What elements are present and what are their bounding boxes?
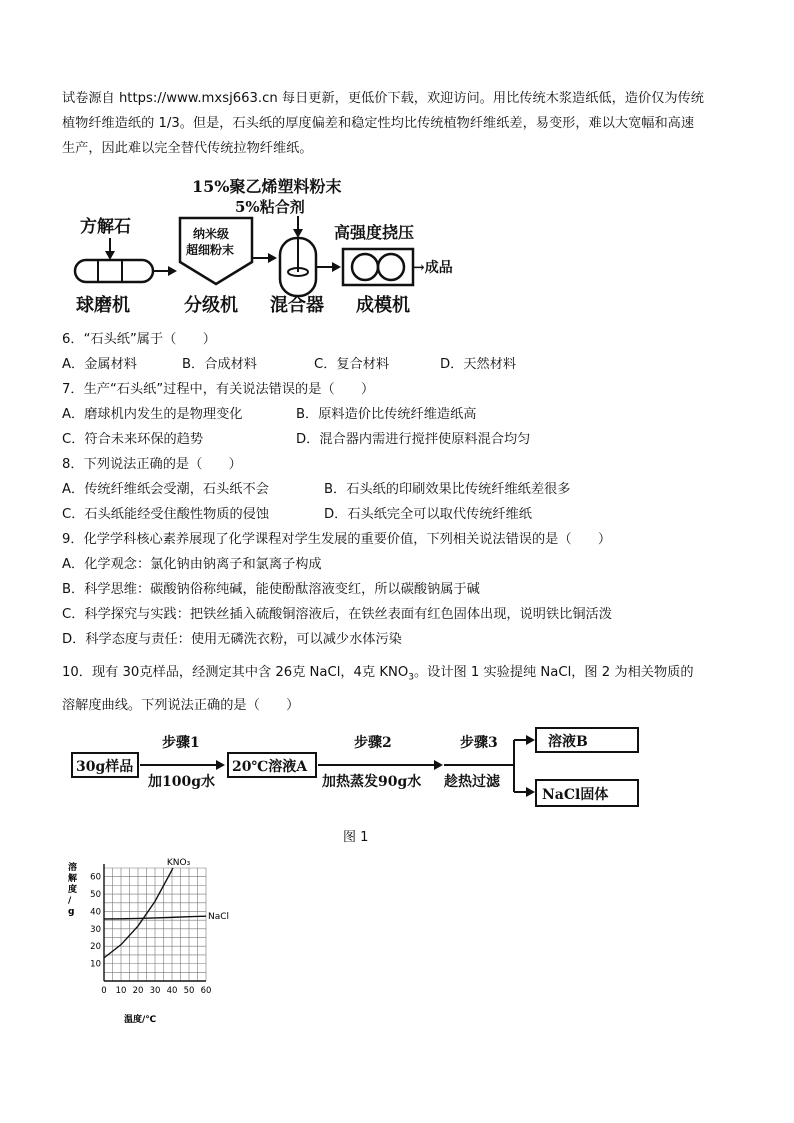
step1-action: 加100g水 [148,774,216,790]
question-7-options-cd [62,431,530,449]
ylabel-char: g [68,907,75,917]
ylabel-char: 解 [68,874,78,884]
powder-label-2: 超细粉末 [186,243,235,257]
kno3-label: KNO₃ [166,858,191,868]
chart-xlabel: 温度/℃ [124,1015,157,1025]
arrowhead-classifier-to-mixer [268,253,277,263]
q7-option-b[interactable]: B．原料造价比传统纤维造纸高 [296,407,477,422]
solution-a-label: 20℃溶液A [232,759,308,775]
branch-upper-arrowhead [526,735,535,745]
product-label: →成品 [413,260,453,276]
intro-line-2: 植物纤维造纸的 1/3。但是，石头纸的厚度偏差和稳定性均比传统植物纤维纸差，易变形，难以大宽幅和高速 [62,116,695,131]
q6-option-b[interactable]: B．合成材料 [182,357,257,372]
question-7-stem: 7．生产“石头纸”过程中，有关说法错误的是（ ） [62,382,375,397]
y-tick-label: 20 [90,942,101,953]
q9-option-b[interactable]: B．科学思维：碳酸钠俗称纯碱，能使酚酞溶液变红，所以碳酸钠属于碱 [62,582,480,597]
branch-lower-arrowhead [526,787,535,797]
question-6-stem: 6．“石头纸”属于（ ） [62,332,216,347]
solubility-chart [60,856,230,1026]
step2-arrowhead [434,760,443,770]
q9-option-c[interactable]: C．科学探究与实践：把铁丝插入硫酸铜溶液后，在铁丝表面有红色固体出现，说明铁比铜活泼 [62,607,612,622]
step3-action: 趁热过滤 [444,774,500,790]
question-10-stem-line-2: 溶解度曲线。下列说法正确的是（ ） [62,698,300,713]
press-roller-2 [378,254,404,280]
stone-paper-process-diagram [60,172,480,324]
step1-label: 步骤1 [162,735,200,751]
additive-arrowhead [293,229,303,238]
ylabel-char: / [68,896,72,906]
q6-option-c[interactable]: C．复合材料 [314,357,390,372]
sample-label: 30g样品 [76,759,134,775]
y-tick-label: 10 [90,959,101,970]
question-7-options-ab [62,406,476,424]
press-roller-1 [352,254,378,280]
nacl-label: NaCl [208,912,230,923]
x-tick-label: 40 [166,986,178,996]
question-8-stem: 8．下列说法正确的是（ ） [62,457,242,472]
x-tick-label: 10 [115,986,127,996]
machine-mixer: 混合器 [270,295,324,316]
chart-series [104,858,229,958]
q6-option-a[interactable]: A．金属材料 [62,357,137,372]
ylabel-char: 溶 [68,863,78,873]
nacl-solid-label: NaCl固体 [542,787,609,803]
arrowhead-mixer-to-press [332,262,341,272]
x-tick-label: 20 [132,986,144,996]
q9-option-a[interactable]: A．化学观念：氯化钠由钠离子和氯离子构成 [62,557,322,572]
q10-text-b: 。设计图 1 实验提纯 NaCl，图 2 为相关物质的 [413,665,694,680]
q7-option-c[interactable]: C．符合未来环保的趋势 [62,432,204,447]
x-tick-label: 30 [149,986,161,996]
question-9-stem: 9．化学学科核心素养展现了化学课程对学生发展的重要价值，下列相关说法错误的是（ ） [62,532,612,547]
ball-mill-shape [75,260,153,282]
purification-flow-diagram [70,722,650,814]
chart-ylabel [68,861,78,917]
machine-ball-mill: 球磨机 [76,295,130,316]
ylabel-char: 度 [68,885,78,895]
chart-grid [104,868,206,981]
q8-option-a[interactable]: A．传统纤维纸会受潮，石头纸不会 [62,482,269,497]
machine-forming: 成模机 [356,295,410,316]
q6-option-d[interactable]: D．天然材料 [440,357,517,372]
q7-option-d[interactable]: D．混合器内需进行搅拌使原料混合均匀 [296,432,531,447]
step2-action: 加热蒸发90g水 [322,774,422,790]
question-8-options-ab [62,481,570,499]
question-10-stem-line-1 [62,664,694,687]
arrowhead-mill-to-classifier [168,266,177,276]
intro-line-1: 试卷源自 https://www.mxsj663.cn 每日更新，更低价下载，欢迎访问。用比传统木浆造纸低，造价仅为传统 [62,91,704,106]
solution-b-label: 溶液B [548,734,588,750]
y-tick-label: 30 [90,924,101,935]
x-tick-label: 60 [200,986,212,996]
x-tick-label: 0 [101,986,107,996]
press-label: 高强度挠压 [334,223,415,242]
q10-text-a: 10．现有 30克样品，经测定其中含 26克 NaCl，4克 KNO [62,665,409,680]
step3-label: 步骤3 [460,735,498,751]
chart-x-ticks [101,986,211,996]
q7-option-a[interactable]: A．磨球机内发生的是物理变化 [62,407,243,422]
question-8-options-cd [62,506,532,524]
intro-line-3: 生产，因此难以完全替代传统拉物纤维纸。 [62,141,313,156]
y-tick-label: 40 [90,907,101,918]
powder-label-1: 纳米级 [193,227,230,241]
question-6-options [62,356,742,374]
kno3-curve [104,868,173,958]
machine-classifier: 分级机 [184,295,238,316]
y-tick-label: 60 [90,872,101,883]
raw-material-arrowhead [105,251,115,260]
raw-material-label: 方解石 [80,217,131,237]
q8-option-d[interactable]: D．石头纸完全可以取代传统纤维纸 [324,507,532,522]
q9-option-d[interactable]: D．科学态度与责任：使用无磷洗衣粉，可以减少水体污染 [62,632,402,647]
q8-option-c[interactable]: C．石头纸能经受住酸性物质的侵蚀 [62,507,270,522]
step2-label: 步骤2 [354,735,392,751]
additive-binder: 5%粘合剂 [235,198,305,216]
chart-y-ticks [90,873,101,970]
step1-arrowhead [216,760,225,770]
q8-option-b[interactable]: B．石头纸的印刷效果比传统纤维纸差很多 [324,482,571,497]
additive-polyethylene: 15%聚乙烯塑料粉末 [192,177,342,196]
y-tick-label: 50 [90,890,101,901]
figure-1-caption: 图 1 [343,830,369,845]
q10-subscript: 3 [408,672,414,683]
x-tick-label: 50 [183,986,195,996]
